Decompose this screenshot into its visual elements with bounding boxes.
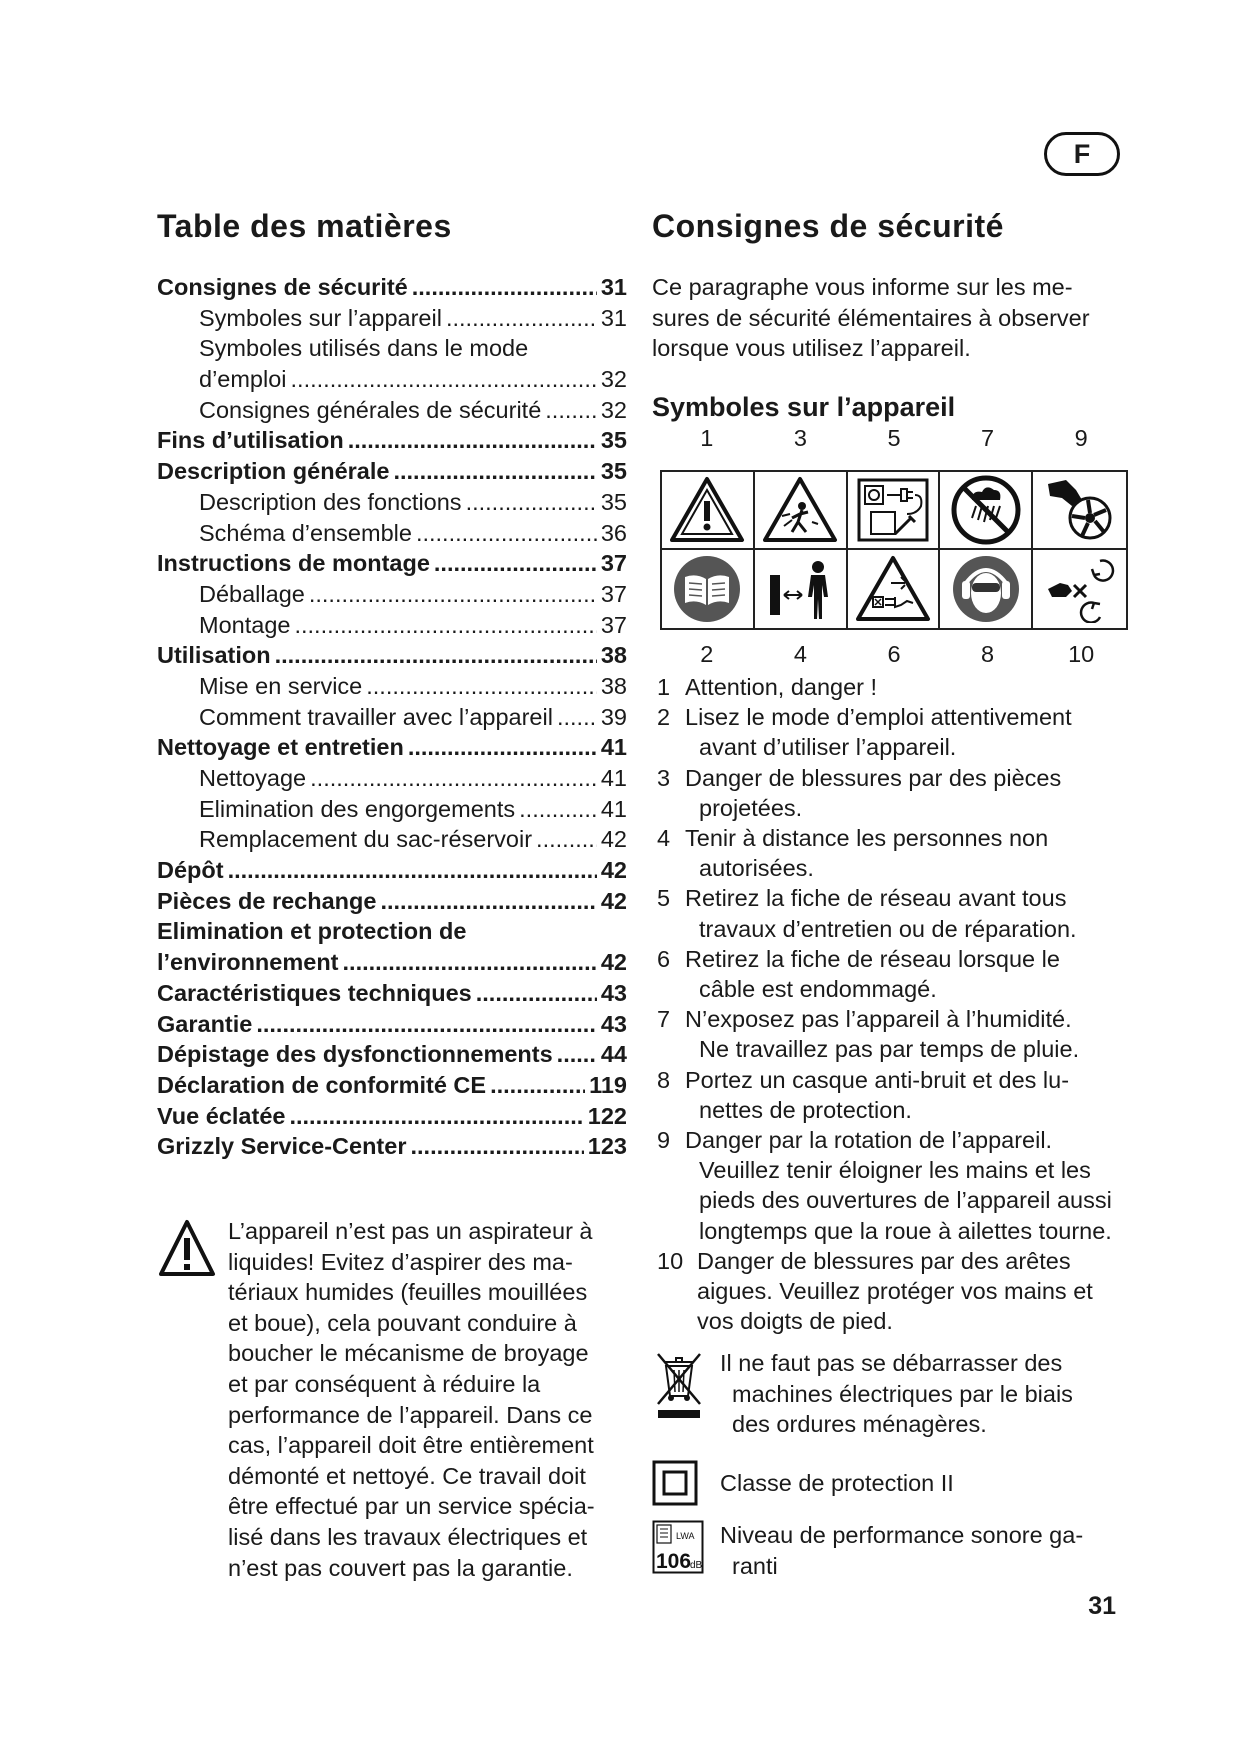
- toc-entry-page: 31: [600, 274, 627, 300]
- symbols-grid: [660, 470, 1128, 630]
- legend-line: aigues. Veuillez protéger vos mains et: [697, 1278, 1093, 1305]
- toc-entry-title: Mise en service: [199, 672, 363, 699]
- toc-entry-title: Consignes générales de sécurité: [199, 396, 542, 423]
- symbol-number: 9: [1074, 425, 1088, 451]
- toc-entry-page: 35: [600, 458, 627, 485]
- legend-text: [685, 1004, 1147, 1064]
- toc-entry-page: 39: [600, 703, 627, 730]
- noise-level-text: [710, 1520, 1083, 1581]
- legend-text: [685, 1125, 1147, 1246]
- legend-text: [685, 672, 1147, 702]
- toc-entry: [157, 826, 627, 857]
- legend-line: autorisées.: [699, 855, 814, 882]
- warning-icon-wrap: [158, 1218, 216, 1278]
- toc-entry: [157, 1072, 627, 1103]
- text-line: lisé dans les travaux électriques et: [228, 1523, 588, 1550]
- toc-entry: [157, 1011, 627, 1042]
- text-line: Il ne faut pas se débarrasser des: [720, 1350, 1063, 1376]
- legend-item: [657, 823, 1147, 883]
- toc-entry: [157, 397, 627, 428]
- toc-leader-dots: [289, 1103, 583, 1130]
- keep-distance-icon: [762, 555, 838, 623]
- toc-leader-dots: [466, 489, 597, 516]
- symbol-number: 4: [793, 641, 807, 667]
- legend-line: câble est endommagé.: [699, 976, 937, 1003]
- toc-entry-page: 44: [600, 1041, 627, 1068]
- toc-leader-dots: [557, 1041, 597, 1068]
- toc-entry-page: 35: [600, 427, 627, 454]
- toc-entry-page: 36: [600, 519, 627, 546]
- toc-leader-dots: [275, 642, 597, 669]
- no-rain-icon: [950, 474, 1022, 546]
- toc-leader-dots: [416, 520, 597, 547]
- toc-leader-dots: [446, 305, 597, 332]
- toc-entry-title: Symboles sur l’appareil: [199, 304, 442, 331]
- legend-line: N’exposez pas l’appareil à l’humidité.: [685, 1006, 1072, 1033]
- toc-entry: [157, 765, 627, 796]
- legend-text: [685, 883, 1147, 943]
- toc-entry-title: Comment travailler avec l’appareil: [199, 703, 553, 730]
- toc-entry-page: 41: [600, 795, 627, 822]
- symbol-number: 6: [887, 641, 901, 667]
- disposal-text: [710, 1348, 1073, 1440]
- toc-entry: [157, 550, 627, 581]
- legend-number: 4: [657, 825, 671, 852]
- legend-line: Veuillez tenir éloigner les mains et les: [699, 1157, 1091, 1184]
- toc-leader-dots: [490, 1072, 585, 1099]
- toc-entry-title: Description générale: [157, 458, 390, 485]
- toc-leader-dots: [536, 826, 597, 853]
- toc-leader-dots: [380, 888, 596, 915]
- text-line: liquides! Evitez d’aspirer des ma-: [228, 1248, 573, 1275]
- toc-entry-page: 35: [600, 488, 627, 515]
- protection-class-ii-icon: [652, 1460, 698, 1506]
- toc-entry-title: Fins d’utilisation: [157, 427, 344, 454]
- symbol-cell-8: [940, 550, 1033, 628]
- legend-line: Retirez la fiche de réseau avant tous: [685, 885, 1067, 912]
- text-line: et boue), cela pouvant conduire à: [228, 1309, 577, 1336]
- symbol-cell-4: [755, 550, 848, 628]
- toc-entry-page: 42: [600, 887, 627, 914]
- legend-line: Tenir à distance les personnes non: [685, 825, 1049, 852]
- toc-entry-page: 119: [589, 1071, 627, 1098]
- legend-line: travaux d’entretien ou de réparation.: [699, 915, 1077, 942]
- toc-leader-dots: [545, 397, 597, 424]
- toc-leader-dots: [410, 1133, 583, 1160]
- noise-badge-value: 106: [656, 1550, 692, 1573]
- toc-leader-dots: [434, 550, 597, 577]
- toc-title: Table des matières: [157, 208, 452, 244]
- noise-level-badge: [652, 1520, 704, 1574]
- toc-entry-title: Elimination des engorgements: [199, 795, 516, 822]
- symbol-numbers-bottom: [660, 641, 1128, 668]
- warning-text: [228, 1216, 628, 1583]
- symbol-number: 10: [1068, 641, 1095, 667]
- toc-entry: [157, 274, 627, 305]
- legend-line: Portez un casque anti-bruit et des lu-: [685, 1066, 1070, 1093]
- toc-entry-page: 37: [600, 550, 627, 577]
- toc-leader-dots: [310, 765, 597, 792]
- warning-triangle-icon: [158, 1218, 216, 1278]
- toc-entry: [157, 612, 627, 643]
- text-line: Ce paragraphe vous informe sur les me-: [652, 274, 1073, 300]
- text-line: sures de sécurité élémentaires à observer: [652, 304, 1090, 331]
- legend-number: 1: [657, 674, 671, 700]
- protection-class-text: Classe de protection II: [720, 1470, 954, 1496]
- toc-entry-title: l’environnement: [157, 949, 339, 976]
- symbol-cell-5: [848, 472, 941, 550]
- legend-line: Danger par la rotation de l’appareil.: [685, 1127, 1053, 1154]
- legend-line: nettes de protection.: [699, 1096, 912, 1123]
- legend-line: avant d’utiliser l’appareil.: [699, 734, 957, 761]
- legend-item: [657, 883, 1147, 943]
- legend-line: vos doigts de pied.: [697, 1308, 893, 1335]
- unplug-before-maintenance-icon: [855, 476, 931, 544]
- legend-number: 5: [657, 885, 671, 912]
- toc-entry-page: 41: [600, 734, 627, 761]
- legend-text: [685, 702, 1147, 762]
- text-line: cas, l’appareil doit être entièrement: [228, 1432, 594, 1459]
- ear-eye-protection-icon: [950, 553, 1022, 625]
- toc-entry: [157, 673, 627, 704]
- text-line: ranti: [732, 1552, 778, 1579]
- toc-entry: [157, 980, 627, 1011]
- legend-item: [657, 1065, 1147, 1125]
- toc-entry-title: Montage: [199, 611, 291, 638]
- legend-text: [697, 1246, 1147, 1337]
- symbol-number: 7: [981, 425, 995, 451]
- legend-text: [685, 763, 1147, 823]
- toc-entry-page: 38: [600, 642, 627, 669]
- text-line: performance de l’appareil. Dans ce: [228, 1401, 593, 1428]
- toc-entry-title: Pièces de rechange: [157, 887, 377, 914]
- toc-entry-title: Nettoyage et entretien: [157, 734, 404, 761]
- rotating-impeller-feet-icon: [1042, 555, 1118, 623]
- toc-leader-dots: [309, 581, 597, 608]
- toc-leader-dots: [228, 857, 597, 884]
- legend-item: [657, 763, 1147, 823]
- toc-entry: [157, 949, 627, 980]
- legend-line: projetées.: [699, 794, 803, 821]
- toc-entry-page: 37: [600, 580, 627, 607]
- toc-entry: [157, 458, 627, 489]
- symbol-cell-9: [1033, 472, 1126, 550]
- text-line: et par conséquent à réduire la: [228, 1370, 541, 1397]
- legend-number: 8: [657, 1066, 671, 1093]
- legend-line: Danger de blessures par des arêtes: [697, 1247, 1071, 1274]
- legend-line: Danger de blessures par des pièces: [685, 764, 1062, 791]
- symbol-cell-7: [940, 472, 1033, 550]
- toc-entry-title: Caractéristiques techniques: [157, 979, 472, 1006]
- page-number: 31: [1088, 1592, 1116, 1620]
- toc-leader-dots: [393, 458, 596, 485]
- text-line: L’appareil n’est pas un aspirateur à: [228, 1218, 593, 1244]
- legend-line: Ne travaillez pas par temps de pluie.: [699, 1036, 1080, 1063]
- legend-number: 9: [657, 1127, 671, 1154]
- symbol-numbers-top: [660, 425, 1128, 452]
- legend-number: 10: [657, 1247, 684, 1274]
- safety-intro: [652, 272, 1132, 364]
- symbols-title: Symboles sur l’appareil: [652, 392, 956, 422]
- toc-leader-dots: [412, 274, 597, 301]
- crossed-bin-icon: [652, 1348, 706, 1420]
- toc-entry: [157, 857, 627, 888]
- toc-entry: [157, 918, 627, 949]
- symbol-number: 5: [887, 425, 901, 451]
- text-line: machines électriques par le biais: [732, 1380, 1073, 1407]
- toc-entry: [157, 489, 627, 520]
- legend-text: [685, 1065, 1147, 1125]
- legend-number: 7: [657, 1006, 671, 1033]
- legend-item: [657, 1246, 1147, 1337]
- toc-entry: [157, 581, 627, 612]
- toc-entry-title: Déballage: [199, 580, 305, 607]
- text-line: lorsque vous utilisez l’appareil.: [652, 335, 971, 362]
- toc-leader-dots: [476, 980, 597, 1007]
- toc-entry-title: Utilisation: [157, 642, 271, 669]
- symbols-legend: [657, 672, 1147, 1336]
- legend-line: longtemps que la roue à ailettes tourne.: [699, 1217, 1112, 1244]
- symbol-cell-6: [848, 550, 941, 628]
- protection-class-row: [652, 1460, 954, 1511]
- symbol-cell-2: [662, 550, 755, 628]
- toc-leader-dots: [519, 796, 597, 823]
- toc-entry-title: Nettoyage: [199, 765, 307, 791]
- symbol-number: 3: [793, 425, 807, 451]
- toc-entry-page: 37: [600, 611, 627, 638]
- toc-entry-title: Remplacement du sac-réservoir: [199, 826, 533, 853]
- toc-leader-dots: [343, 949, 597, 976]
- legend-line: Lisez le mode d’emploi attentivement: [685, 704, 1072, 731]
- toc-entry-title: Grizzly Service-Center: [157, 1133, 407, 1160]
- safety-title: Consignes de sécurité: [652, 208, 1004, 244]
- toc-entry: [157, 1041, 627, 1072]
- legend-text: [685, 944, 1147, 1004]
- table-of-contents: [157, 274, 627, 1164]
- noise-level-row: [652, 1520, 1083, 1581]
- toc-entry: [157, 888, 627, 919]
- toc-entry-title: Dépistage des dysfonctionnements: [157, 1041, 553, 1068]
- toc-entry-page: 32: [600, 396, 627, 423]
- symbol-cell-1: [662, 472, 755, 550]
- toc-entry: [157, 796, 627, 827]
- toc-entry-title: Consignes de sécurité: [157, 274, 408, 300]
- toc-leader-dots: [366, 673, 597, 700]
- class2-icon-wrap: [652, 1460, 710, 1511]
- toc-entry: [157, 366, 627, 397]
- legend-item: [657, 672, 1147, 702]
- toc-entry-page: 32: [600, 366, 627, 393]
- toc-entry-page: 43: [600, 979, 627, 1006]
- toc-entry: [157, 734, 627, 765]
- damaged-cable-unplug-icon: [855, 555, 931, 623]
- language-badge: F: [1044, 132, 1120, 176]
- disposal-row: [652, 1348, 1073, 1440]
- legend-number: 6: [657, 945, 671, 972]
- text-line: des ordures ménagères.: [732, 1411, 987, 1438]
- text-line: démonté et nettoyé. Ce travail doit: [228, 1462, 586, 1489]
- toc-entry: [157, 704, 627, 735]
- toc-leader-dots: [557, 704, 597, 731]
- read-manual-icon: [671, 553, 743, 625]
- toc-leader-dots: [408, 734, 597, 761]
- toc-entry-title: Schéma d’ensemble: [199, 519, 412, 546]
- toc-entry-page: 31: [600, 304, 627, 331]
- noise-badge-wrap: [652, 1520, 710, 1581]
- legend-item: [657, 944, 1147, 1004]
- toc-entry-title: Elimination et protection de: [157, 918, 467, 945]
- text-line: Niveau de performance sonore ga-: [720, 1522, 1084, 1548]
- toc-entry-page: 43: [600, 1010, 627, 1037]
- toc-entry: [157, 520, 627, 551]
- toc-entry-page: 123: [587, 1133, 627, 1160]
- toc-leader-dots: [348, 427, 597, 454]
- toc-entry-title: Description des fonctions: [199, 488, 462, 515]
- toc-entry: [157, 642, 627, 673]
- toc-entry-page: 42: [600, 857, 627, 884]
- legend-text: [685, 823, 1147, 883]
- toc-leader-dots: [291, 366, 597, 393]
- toc-entry: [157, 335, 627, 366]
- bin-icon-wrap: [652, 1348, 710, 1440]
- rotating-blade-hand-icon: [1042, 476, 1118, 544]
- toc-entry-page: 42: [600, 826, 627, 853]
- toc-leader-dots: [294, 612, 596, 639]
- toc-entry-title: Symboles utilisés dans le mode: [199, 335, 529, 362]
- legend-number: 2: [657, 704, 671, 731]
- symbol-cell-3: [755, 472, 848, 550]
- toc-entry-title: Garantie: [157, 1010, 253, 1037]
- text-line: boucher le mécanisme de broyage: [228, 1340, 589, 1367]
- legend-line: Attention, danger !: [685, 674, 878, 700]
- noise-badge-unit: dB: [690, 1560, 703, 1571]
- toc-entry: [157, 1103, 627, 1134]
- legend-item: [657, 1125, 1147, 1246]
- legend-number: 3: [657, 764, 671, 791]
- legend-item: [657, 1004, 1147, 1064]
- legend-item: [657, 702, 1147, 762]
- symbol-cell-10: [1033, 550, 1126, 628]
- legend-line: Retirez la fiche de réseau lorsque le: [685, 945, 1060, 972]
- noise-badge-label: LWA: [676, 1531, 695, 1541]
- symbol-number: 2: [700, 641, 714, 667]
- toc-entry-page: 42: [600, 949, 627, 976]
- toc-entry: [157, 305, 627, 336]
- toc-entry-title: d’emploi: [199, 366, 287, 393]
- symbol-number: 1: [700, 425, 714, 451]
- text-line: être effectué par un service spécia-: [228, 1493, 595, 1520]
- toc-entry-title: Dépôt: [157, 857, 224, 884]
- text-line: n’est pas couvert pas la garantie.: [228, 1554, 573, 1581]
- legend-line: pieds des ouvertures de l’appareil aussi: [699, 1187, 1112, 1214]
- symbol-number: 8: [981, 641, 995, 667]
- text-line: tériaux humides (feuilles mouillées: [228, 1279, 588, 1306]
- toc-entry-page: 122: [587, 1102, 627, 1129]
- projected-parts-icon: [762, 476, 838, 544]
- toc-entry: [157, 427, 627, 458]
- toc-entry-page: 41: [600, 765, 627, 791]
- toc-entry: [157, 1133, 627, 1164]
- danger-icon: [669, 476, 745, 544]
- toc-leader-dots: [256, 1011, 597, 1038]
- toc-entry-page: 38: [600, 672, 627, 699]
- toc-entry-title: Déclaration de conformité CE: [157, 1071, 487, 1098]
- toc-entry-title: Instructions de montage: [157, 550, 430, 577]
- toc-entry-title: Vue éclatée: [157, 1102, 286, 1129]
